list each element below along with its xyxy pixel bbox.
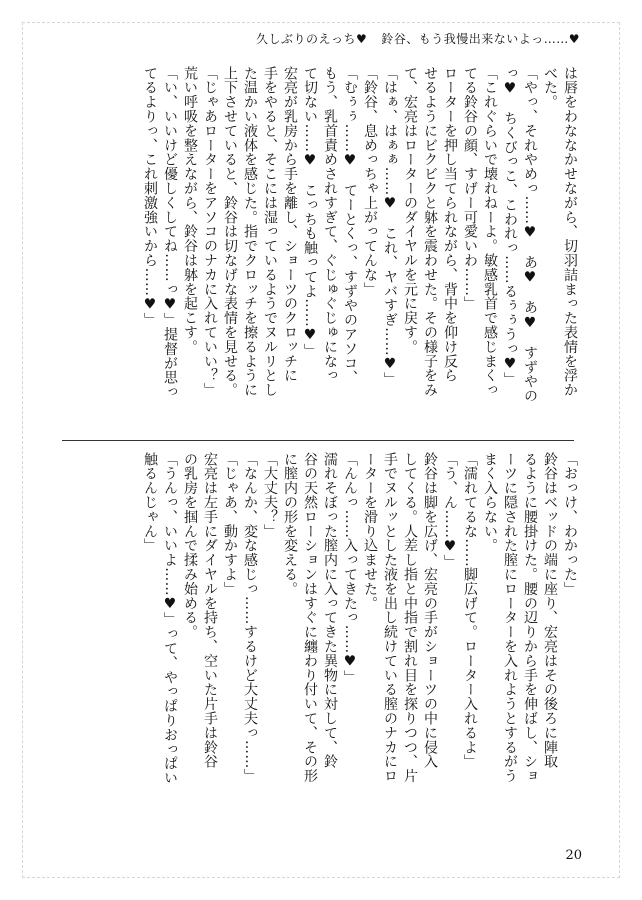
text-line: の乳房を掴んで揉み始める。 xyxy=(182,452,198,640)
text-line: 手でヌルッとした液を出し続けている膣のナカにロ xyxy=(382,452,398,784)
text-line: ローターを押し当てられながら、背中を仰け反ら xyxy=(442,66,458,383)
text-line: 「じゃあ、動かすよ」 xyxy=(222,452,238,596)
text-line: 「なんか、変な感じっ……するけど大丈夫っ……」 xyxy=(242,452,258,784)
text-line: 「うんっ、いいよ……♥」って、やっぱりおっぱい xyxy=(162,452,178,786)
text-line: っ♥ ちくびっこ、こわれっ……るぅぅうっ♥」 xyxy=(502,66,518,387)
running-head-left: 久しぶりのえっち♥ xyxy=(255,32,368,46)
text-line: 「むぅぅ……♥ てーとくっ、すずやのアソコ、 xyxy=(342,66,358,385)
section-divider xyxy=(62,440,574,441)
text-line: せるようにビクビクと躰を震わせた。その様子をみ xyxy=(422,66,438,398)
text-line: 「鈴谷、息めっちゃ上がってんな」 xyxy=(362,66,378,297)
text-line: 上下させていると、鈴谷は切なげな表情を見せる。 xyxy=(222,66,238,398)
text-line: 鈴谷は脚を広げ、宏亮の手がショーツの中に侵入 xyxy=(422,452,438,769)
text-line: 谷の天然ローションはすぐに纏わり付いて、その形 xyxy=(302,452,318,784)
text-line: 「い、いいけど優しくしてね……っ♥」提督が思っ xyxy=(162,66,178,400)
text-line: 「これぐらいで壊れねーよ。敏感乳首で感じまくっ xyxy=(482,66,498,398)
lower-text-block xyxy=(94,452,580,820)
text-line: 宏亮が乳房から手を離し、ショーツのクロッチに xyxy=(282,66,298,383)
text-line: てる鈴谷の顔、すげー可愛いわ……」 xyxy=(462,66,478,311)
text-line: るように腰掛けた。腰の辺りから手を伸ばし、ショ xyxy=(522,452,538,784)
text-line: て、宏亮はローターのダイヤルを元に戻す。 xyxy=(402,66,418,354)
text-line: べた。 xyxy=(542,66,558,110)
text-line: 宏亮は左手にダイヤルを持ち、空いた片手は鈴谷 xyxy=(202,452,218,769)
text-line: ーターを滑り込ませた。 xyxy=(362,452,378,611)
running-head-right: 鈴谷、もう我慢出来ないよっ……♥ xyxy=(381,32,580,46)
text-line: もう、乳首責めされすぎて、ぐじゅぐじゅになっ xyxy=(322,66,338,383)
text-line: 「はぁ、はぁぁ……♥ これ、ヤバすぎ……♥」 xyxy=(382,66,398,387)
text-line: ーツに隠された膣にローターを入れようとするがう xyxy=(502,452,518,784)
text-line: てるよりっ、これ刺激強いから……♥」 xyxy=(142,66,158,328)
text-line: に膣内の形を変える。 xyxy=(282,452,298,596)
text-line: 鈴谷はベッドの端に座り、宏亮はその後ろに陣取 xyxy=(542,452,558,769)
text-line: 濡れそぼった膣内に入ってきた異物に対して、鈴 xyxy=(322,452,338,769)
text-line: 「濡れてるな……脚広げて。ローター入れるよ」 xyxy=(462,452,478,769)
text-line: まく入らない。 xyxy=(482,452,498,553)
upper-text-block xyxy=(94,66,580,428)
text-line: 「う、ん……♥」 xyxy=(442,452,458,570)
text-line: 手をやると、そこには湿っているようでヌルリとし xyxy=(262,66,278,398)
text-line: してくる。人差し指と中指で割れ目を探りつつ、片 xyxy=(402,452,418,784)
text-line: 「じゃあローターをアソコのナカに入れていい？」 xyxy=(202,66,218,398)
text-line: 「おっけ、わかった」 xyxy=(562,452,578,596)
text-line: た温かい液体を感じた。指でクロッチを擦るように xyxy=(242,66,258,398)
running-head xyxy=(256,30,580,47)
text-line: は唇をわななかせながら、切羽詰まった表情を浮か xyxy=(562,66,578,398)
text-line: て切ない……♥ こっちも触ってよ……♥」 xyxy=(302,66,318,358)
text-line: 「んんっ……入ってきたっ……♥」 xyxy=(342,452,358,685)
text-line: 触るんじゃん」 xyxy=(142,452,158,553)
text-line: 荒い呼吸を整えながら、鈴谷は躰を起こす。 xyxy=(182,66,198,354)
page-number: 20 xyxy=(565,848,582,863)
text-line: 「やっ、それやめっ……♥ あ♥ あ♥ すずやの xyxy=(522,66,538,404)
text-line: 「大丈夫？」 xyxy=(262,452,278,539)
